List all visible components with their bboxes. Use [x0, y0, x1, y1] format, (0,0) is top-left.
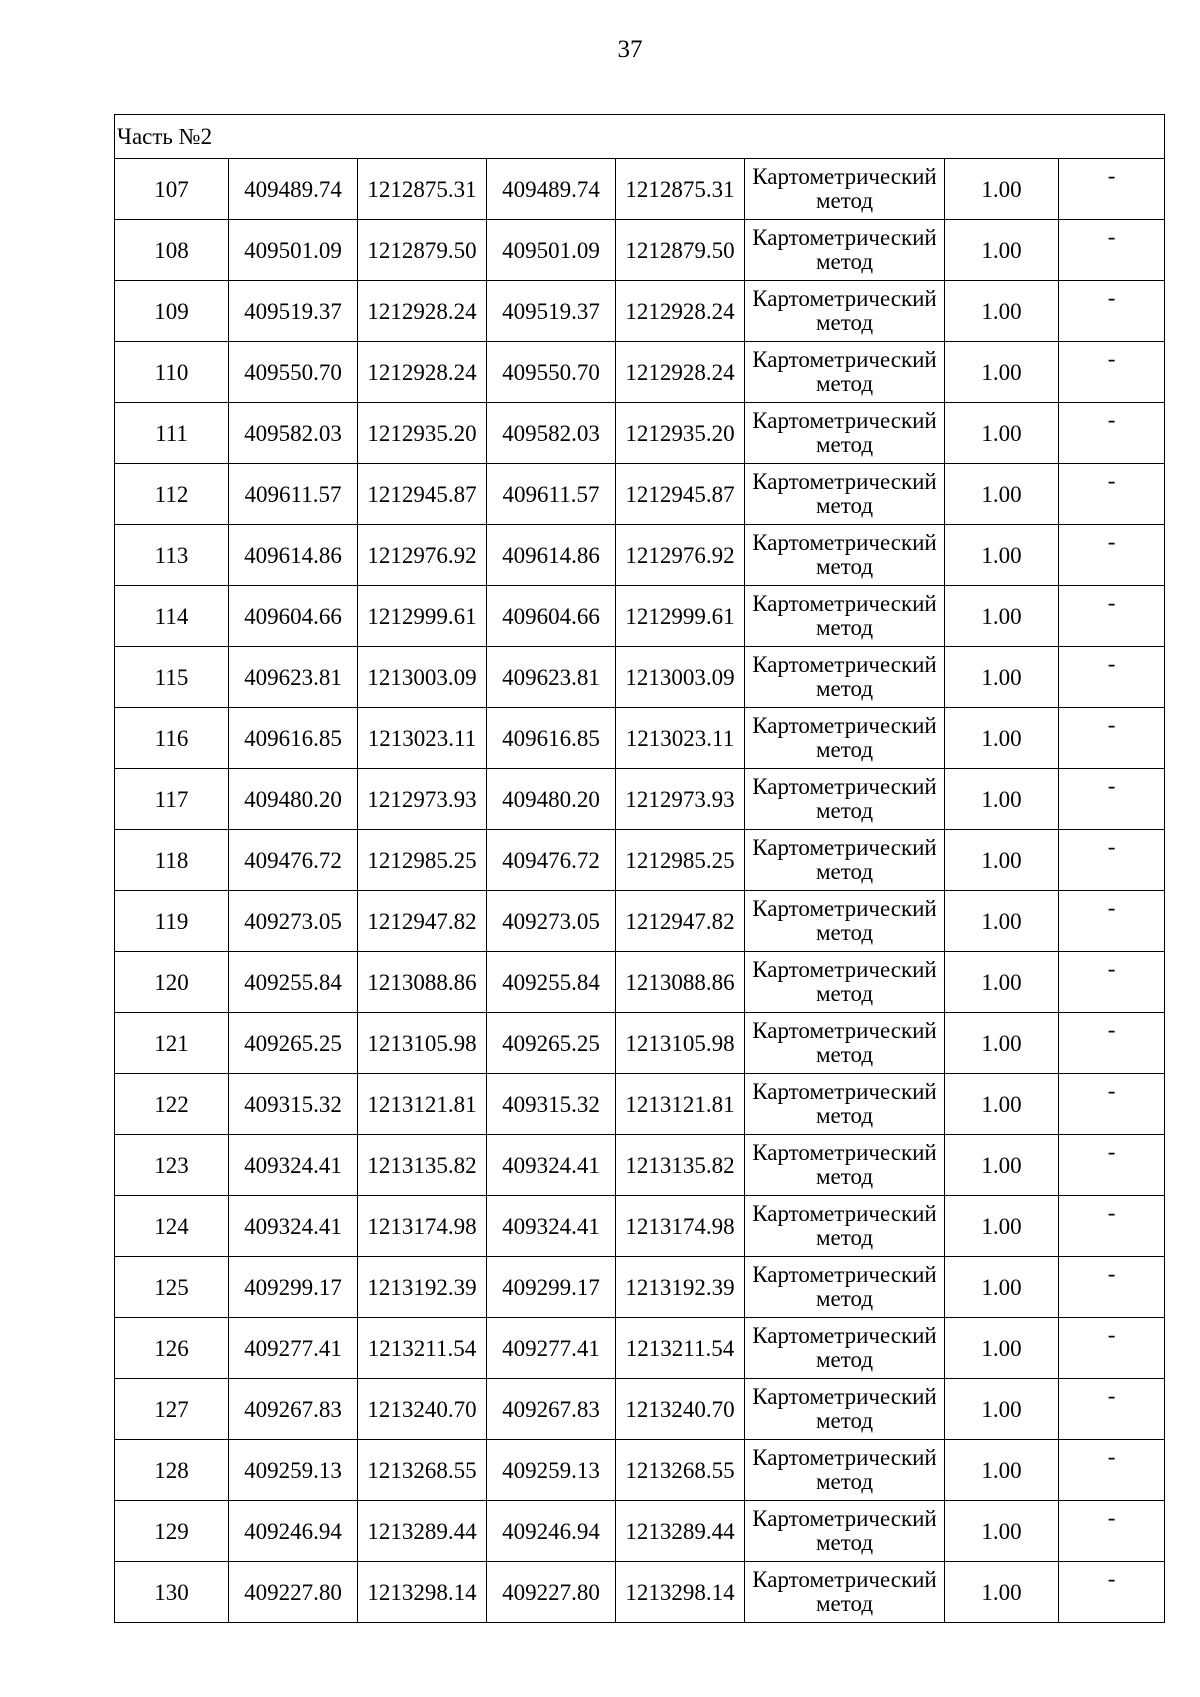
method-line-1: Картометрический [752, 347, 937, 372]
x-coordinate-2-cell: 409519.37 [487, 281, 616, 342]
x-coordinate-cell: 409273.05 [229, 891, 358, 952]
point-number-cell: 128 [115, 1440, 229, 1501]
point-number-cell: 124 [115, 1196, 229, 1257]
y-coordinate-2-cell: 1212973.93 [616, 769, 745, 830]
note-cell: - [1059, 403, 1165, 464]
method-line-2: метод [815, 1042, 874, 1067]
point-number-cell: 116 [115, 708, 229, 769]
y-coordinate-cell: 1212999.61 [358, 586, 487, 647]
method-line-2: метод [815, 798, 874, 823]
accuracy-cell: 1.00 [945, 1196, 1059, 1257]
table-row [115, 281, 1165, 342]
y-coordinate-cell: 1213121.81 [358, 1074, 487, 1135]
table-row [115, 1440, 1165, 1501]
method-line-2: метод [815, 1164, 874, 1189]
table-row [115, 769, 1165, 830]
method-cell [745, 1379, 945, 1440]
note-cell: - [1059, 1074, 1165, 1135]
accuracy-cell: 1.00 [945, 1013, 1059, 1074]
x-coordinate-cell: 409255.84 [229, 952, 358, 1013]
method-line-1: Картометрический [752, 1506, 937, 1531]
method-cell [745, 1318, 945, 1379]
y-coordinate-2-cell: 1212947.82 [616, 891, 745, 952]
accuracy-cell: 1.00 [945, 1257, 1059, 1318]
x-coordinate-2-cell: 409273.05 [487, 891, 616, 952]
method-line-2: метод [815, 1225, 874, 1250]
accuracy-cell: 1.00 [945, 708, 1059, 769]
note-cell: - [1059, 281, 1165, 342]
method-line-1: Картометрический [752, 1445, 937, 1470]
method-line-1: Картометрический [752, 1201, 937, 1226]
table-row [115, 647, 1165, 708]
note-cell: - [1059, 647, 1165, 708]
table-row [115, 708, 1165, 769]
method-line-1: Картометрический [752, 713, 937, 738]
x-coordinate-2-cell: 409324.41 [487, 1196, 616, 1257]
method-line-1: Картометрический [752, 469, 937, 494]
method-line-2: метод [815, 432, 874, 457]
point-number-cell: 108 [115, 220, 229, 281]
x-coordinate-cell: 409489.74 [229, 159, 358, 220]
x-coordinate-2-cell: 409604.66 [487, 586, 616, 647]
method-line-1: Картометрический [752, 164, 937, 189]
method-cell [745, 1013, 945, 1074]
x-coordinate-2-cell: 409265.25 [487, 1013, 616, 1074]
accuracy-cell: 1.00 [945, 403, 1059, 464]
point-number-cell: 120 [115, 952, 229, 1013]
x-coordinate-2-cell: 409227.80 [487, 1562, 616, 1623]
table-row [115, 1013, 1165, 1074]
y-coordinate-cell: 1212928.24 [358, 281, 487, 342]
method-line-2: метод [815, 920, 874, 945]
method-cell [745, 708, 945, 769]
y-coordinate-cell: 1213023.11 [358, 708, 487, 769]
part-header-row [115, 115, 1165, 159]
point-number-cell: 122 [115, 1074, 229, 1135]
y-coordinate-2-cell: 1213240.70 [616, 1379, 745, 1440]
y-coordinate-2-cell: 1213174.98 [616, 1196, 745, 1257]
table-row [115, 1196, 1165, 1257]
method-line-2: метод [815, 1591, 874, 1616]
note-cell: - [1059, 464, 1165, 525]
method-line-1: Картометрический [752, 774, 937, 799]
x-coordinate-cell: 409480.20 [229, 769, 358, 830]
point-number-cell: 114 [115, 586, 229, 647]
method-line-2: метод [815, 676, 874, 701]
y-coordinate-2-cell: 1212985.25 [616, 830, 745, 891]
point-number-cell: 115 [115, 647, 229, 708]
method-cell [745, 647, 945, 708]
note-cell: - [1059, 1257, 1165, 1318]
y-coordinate-2-cell: 1213211.54 [616, 1318, 745, 1379]
y-coordinate-cell: 1212976.92 [358, 525, 487, 586]
accuracy-cell: 1.00 [945, 1440, 1059, 1501]
y-coordinate-2-cell: 1213003.09 [616, 647, 745, 708]
method-cell [745, 1257, 945, 1318]
table-row [115, 830, 1165, 891]
note-cell: - [1059, 586, 1165, 647]
x-coordinate-cell: 409246.94 [229, 1501, 358, 1562]
method-line-2: метод [815, 1286, 874, 1311]
method-line-1: Картометрический [752, 591, 937, 616]
accuracy-cell: 1.00 [945, 220, 1059, 281]
x-coordinate-2-cell: 409501.09 [487, 220, 616, 281]
y-coordinate-cell: 1212935.20 [358, 403, 487, 464]
note-cell: - [1059, 1135, 1165, 1196]
y-coordinate-2-cell: 1212935.20 [616, 403, 745, 464]
x-coordinate-cell: 409519.37 [229, 281, 358, 342]
method-line-2: метод [815, 737, 874, 762]
note-cell: - [1059, 1562, 1165, 1623]
note-cell: - [1059, 769, 1165, 830]
point-number-cell: 111 [115, 403, 229, 464]
y-coordinate-cell: 1212947.82 [358, 891, 487, 952]
point-number-cell: 119 [115, 891, 229, 952]
table-row [115, 891, 1165, 952]
accuracy-cell: 1.00 [945, 1562, 1059, 1623]
method-cell [745, 586, 945, 647]
x-coordinate-2-cell: 409255.84 [487, 952, 616, 1013]
y-coordinate-2-cell: 1212945.87 [616, 464, 745, 525]
y-coordinate-cell: 1213298.14 [358, 1562, 487, 1623]
x-coordinate-cell: 409259.13 [229, 1440, 358, 1501]
method-line-2: метод [815, 493, 874, 518]
table-row [115, 1379, 1165, 1440]
table-row [115, 525, 1165, 586]
y-coordinate-cell: 1213003.09 [358, 647, 487, 708]
x-coordinate-cell: 409611.57 [229, 464, 358, 525]
note-cell: - [1059, 342, 1165, 403]
method-line-1: Картометрический [752, 835, 937, 860]
method-cell [745, 403, 945, 464]
point-number-cell: 125 [115, 1257, 229, 1318]
accuracy-cell: 1.00 [945, 464, 1059, 525]
note-cell: - [1059, 1196, 1165, 1257]
y-coordinate-cell: 1213289.44 [358, 1501, 487, 1562]
x-coordinate-2-cell: 409489.74 [487, 159, 616, 220]
x-coordinate-2-cell: 409623.81 [487, 647, 616, 708]
x-coordinate-2-cell: 409315.32 [487, 1074, 616, 1135]
method-cell [745, 891, 945, 952]
point-number-cell: 121 [115, 1013, 229, 1074]
method-line-2: метод [815, 981, 874, 1006]
method-cell [745, 952, 945, 1013]
method-line-1: Картометрический [752, 1079, 937, 1104]
x-coordinate-2-cell: 409582.03 [487, 403, 616, 464]
method-cell [745, 1196, 945, 1257]
accuracy-cell: 1.00 [945, 769, 1059, 830]
y-coordinate-2-cell: 1213023.11 [616, 708, 745, 769]
table-body [115, 115, 1165, 1623]
y-coordinate-2-cell: 1212976.92 [616, 525, 745, 586]
x-coordinate-cell: 409299.17 [229, 1257, 358, 1318]
note-cell: - [1059, 708, 1165, 769]
method-cell [745, 1135, 945, 1196]
y-coordinate-cell: 1213105.98 [358, 1013, 487, 1074]
x-coordinate-cell: 409324.41 [229, 1196, 358, 1257]
y-coordinate-2-cell: 1212999.61 [616, 586, 745, 647]
method-cell [745, 159, 945, 220]
point-number-cell: 107 [115, 159, 229, 220]
method-line-2: метод [815, 188, 874, 213]
method-line-2: метод [815, 859, 874, 884]
x-coordinate-2-cell: 409324.41 [487, 1135, 616, 1196]
method-line-2: метод [815, 1530, 874, 1555]
method-line-1: Картометрический [752, 286, 937, 311]
x-coordinate-2-cell: 409614.86 [487, 525, 616, 586]
accuracy-cell: 1.00 [945, 830, 1059, 891]
y-coordinate-2-cell: 1213121.81 [616, 1074, 745, 1135]
x-coordinate-cell: 409501.09 [229, 220, 358, 281]
table-row [115, 342, 1165, 403]
part-label: Часть №2 [115, 115, 1165, 159]
x-coordinate-2-cell: 409611.57 [487, 464, 616, 525]
y-coordinate-cell: 1213192.39 [358, 1257, 487, 1318]
y-coordinate-2-cell: 1213289.44 [616, 1501, 745, 1562]
note-cell: - [1059, 1440, 1165, 1501]
x-coordinate-cell: 409550.70 [229, 342, 358, 403]
x-coordinate-cell: 409604.66 [229, 586, 358, 647]
method-cell [745, 220, 945, 281]
x-coordinate-2-cell: 409480.20 [487, 769, 616, 830]
y-coordinate-cell: 1213088.86 [358, 952, 487, 1013]
table-row [115, 1135, 1165, 1196]
accuracy-cell: 1.00 [945, 1501, 1059, 1562]
y-coordinate-2-cell: 1213135.82 [616, 1135, 745, 1196]
x-coordinate-2-cell: 409246.94 [487, 1501, 616, 1562]
point-number-cell: 112 [115, 464, 229, 525]
table-row [115, 1562, 1165, 1623]
y-coordinate-2-cell: 1213298.14 [616, 1562, 745, 1623]
method-cell [745, 281, 945, 342]
x-coordinate-2-cell: 409277.41 [487, 1318, 616, 1379]
method-line-2: метод [815, 615, 874, 640]
table-row [115, 586, 1165, 647]
accuracy-cell: 1.00 [945, 1379, 1059, 1440]
method-line-1: Картометрический [752, 896, 937, 921]
note-cell: - [1059, 830, 1165, 891]
point-number-cell: 110 [115, 342, 229, 403]
accuracy-cell: 1.00 [945, 525, 1059, 586]
y-coordinate-2-cell: 1212879.50 [616, 220, 745, 281]
y-coordinate-cell: 1212928.24 [358, 342, 487, 403]
x-coordinate-cell: 409623.81 [229, 647, 358, 708]
point-number-cell: 127 [115, 1379, 229, 1440]
accuracy-cell: 1.00 [945, 342, 1059, 403]
note-cell: - [1059, 1013, 1165, 1074]
note-cell: - [1059, 220, 1165, 281]
method-cell [745, 830, 945, 891]
x-coordinate-2-cell: 409476.72 [487, 830, 616, 891]
y-coordinate-2-cell: 1212928.24 [616, 281, 745, 342]
accuracy-cell: 1.00 [945, 281, 1059, 342]
method-line-2: метод [815, 1408, 874, 1433]
x-coordinate-cell: 409227.80 [229, 1562, 358, 1623]
method-cell [745, 769, 945, 830]
method-line-2: метод [815, 1469, 874, 1494]
method-line-2: метод [815, 371, 874, 396]
note-cell: - [1059, 952, 1165, 1013]
accuracy-cell: 1.00 [945, 647, 1059, 708]
method-cell [745, 464, 945, 525]
x-coordinate-2-cell: 409550.70 [487, 342, 616, 403]
method-line-2: метод [815, 1103, 874, 1128]
y-coordinate-cell: 1212973.93 [358, 769, 487, 830]
method-line-1: Картометрический [752, 1384, 937, 1409]
x-coordinate-cell: 409476.72 [229, 830, 358, 891]
method-cell [745, 525, 945, 586]
x-coordinate-cell: 409315.32 [229, 1074, 358, 1135]
point-number-cell: 129 [115, 1501, 229, 1562]
y-coordinate-2-cell: 1213088.86 [616, 952, 745, 1013]
table-row [115, 1257, 1165, 1318]
accuracy-cell: 1.00 [945, 1135, 1059, 1196]
method-cell [745, 342, 945, 403]
table-row [115, 952, 1165, 1013]
y-coordinate-2-cell: 1213192.39 [616, 1257, 745, 1318]
y-coordinate-cell: 1212879.50 [358, 220, 487, 281]
accuracy-cell: 1.00 [945, 159, 1059, 220]
table-row [115, 1501, 1165, 1562]
method-line-1: Картометрический [752, 1323, 937, 1348]
y-coordinate-2-cell: 1212928.24 [616, 342, 745, 403]
method-line-1: Картометрический [752, 652, 937, 677]
method-line-1: Картометрический [752, 1018, 937, 1043]
method-line-1: Картометрический [752, 530, 937, 555]
accuracy-cell: 1.00 [945, 1318, 1059, 1379]
y-coordinate-cell: 1212945.87 [358, 464, 487, 525]
y-coordinate-2-cell: 1213268.55 [616, 1440, 745, 1501]
table-row [115, 220, 1165, 281]
y-coordinate-cell: 1213211.54 [358, 1318, 487, 1379]
x-coordinate-2-cell: 409616.85 [487, 708, 616, 769]
method-cell [745, 1501, 945, 1562]
point-number-cell: 109 [115, 281, 229, 342]
point-number-cell: 123 [115, 1135, 229, 1196]
x-coordinate-cell: 409265.25 [229, 1013, 358, 1074]
y-coordinate-cell: 1213135.82 [358, 1135, 487, 1196]
method-line-2: метод [815, 249, 874, 274]
y-coordinate-cell: 1213268.55 [358, 1440, 487, 1501]
method-line-2: метод [815, 554, 874, 579]
table-row [115, 403, 1165, 464]
x-coordinate-2-cell: 409299.17 [487, 1257, 616, 1318]
point-number-cell: 126 [115, 1318, 229, 1379]
accuracy-cell: 1.00 [945, 1074, 1059, 1135]
method-cell [745, 1562, 945, 1623]
table-row [115, 159, 1165, 220]
note-cell: - [1059, 1501, 1165, 1562]
point-number-cell: 118 [115, 830, 229, 891]
x-coordinate-cell: 409582.03 [229, 403, 358, 464]
x-coordinate-2-cell: 409267.83 [487, 1379, 616, 1440]
x-coordinate-cell: 409614.86 [229, 525, 358, 586]
note-cell: - [1059, 1318, 1165, 1379]
accuracy-cell: 1.00 [945, 586, 1059, 647]
table-row [115, 1074, 1165, 1135]
method-line-1: Картометрический [752, 1262, 937, 1287]
y-coordinate-cell: 1213240.70 [358, 1379, 487, 1440]
y-coordinate-2-cell: 1213105.98 [616, 1013, 745, 1074]
point-number-cell: 117 [115, 769, 229, 830]
page-number: 37 [617, 36, 643, 63]
method-cell [745, 1440, 945, 1501]
point-number-cell: 113 [115, 525, 229, 586]
x-coordinate-cell: 409616.85 [229, 708, 358, 769]
table-row [115, 1318, 1165, 1379]
x-coordinate-cell: 409324.41 [229, 1135, 358, 1196]
note-cell: - [1059, 891, 1165, 952]
x-coordinate-cell: 409277.41 [229, 1318, 358, 1379]
method-line-1: Картометрический [752, 957, 937, 982]
table-row [115, 464, 1165, 525]
y-coordinate-cell: 1213174.98 [358, 1196, 487, 1257]
y-coordinate-cell: 1212985.25 [358, 830, 487, 891]
point-number-cell: 130 [115, 1562, 229, 1623]
accuracy-cell: 1.00 [945, 952, 1059, 1013]
method-line-1: Картометрический [752, 225, 937, 250]
method-cell [745, 1074, 945, 1135]
note-cell: - [1059, 525, 1165, 586]
y-coordinate-cell: 1212875.31 [358, 159, 487, 220]
coordinates-table [114, 114, 1165, 1623]
accuracy-cell: 1.00 [945, 891, 1059, 952]
x-coordinate-2-cell: 409259.13 [487, 1440, 616, 1501]
method-line-1: Картометрический [752, 408, 937, 433]
method-line-1: Картометрический [752, 1140, 937, 1165]
note-cell: - [1059, 1379, 1165, 1440]
method-line-1: Картометрический [752, 1567, 937, 1592]
x-coordinate-cell: 409267.83 [229, 1379, 358, 1440]
method-line-2: метод [815, 1347, 874, 1372]
method-line-2: метод [815, 310, 874, 335]
note-cell: - [1059, 159, 1165, 220]
y-coordinate-2-cell: 1212875.31 [616, 159, 745, 220]
